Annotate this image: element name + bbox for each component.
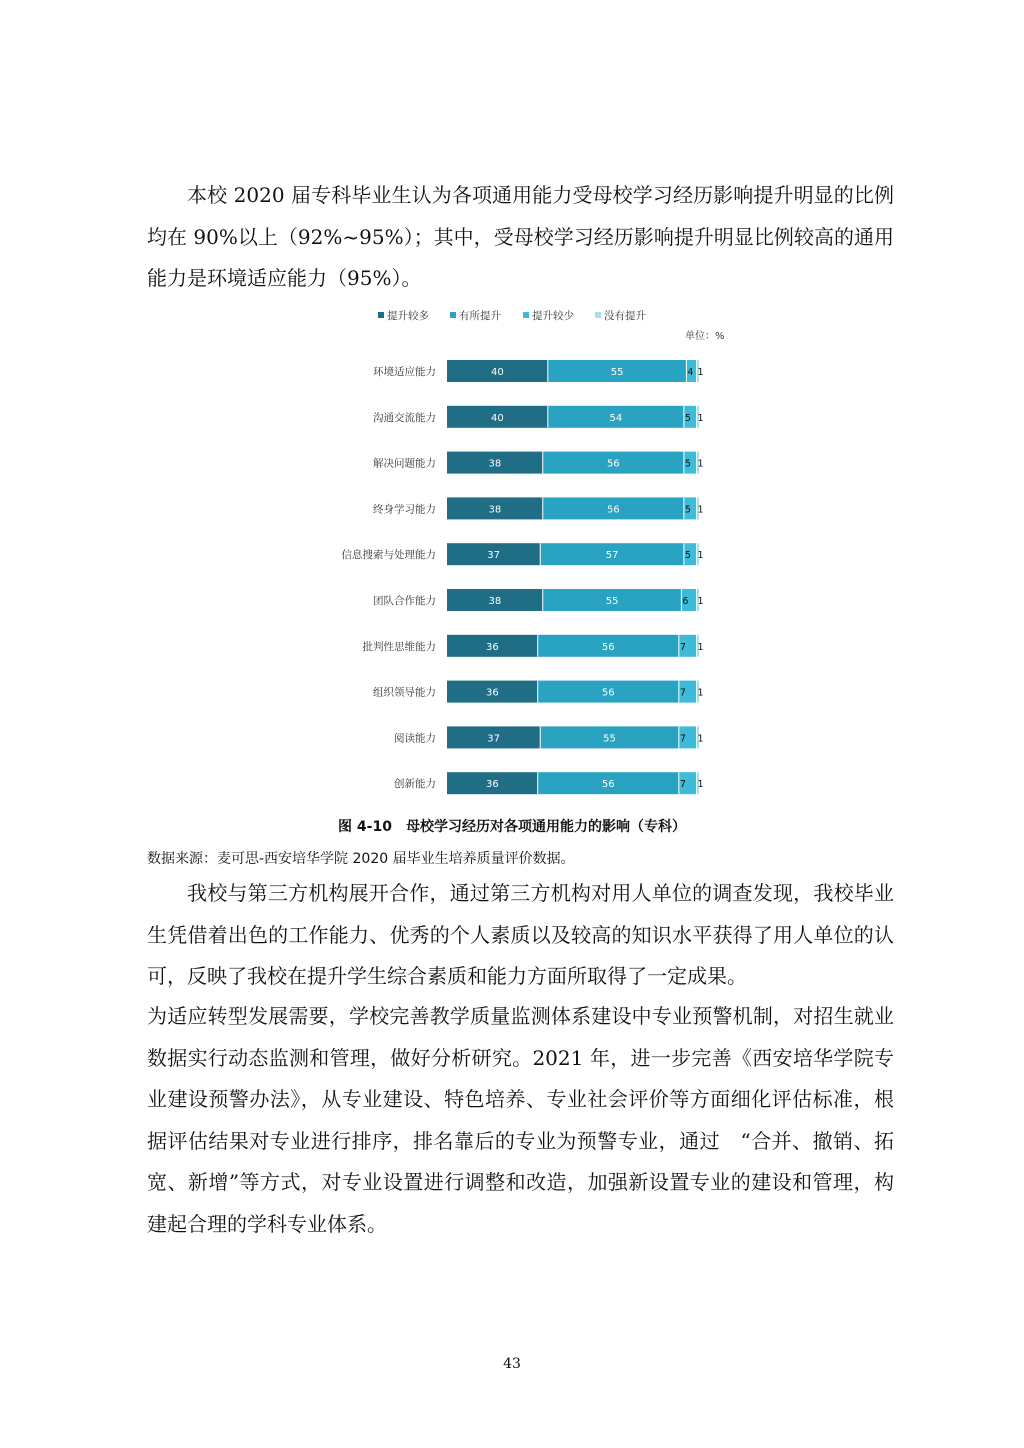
data-label: 56 <box>606 458 620 470</box>
data-label: 56 <box>606 504 620 516</box>
legend-swatch <box>595 312 601 318</box>
data-label: 1 <box>697 458 704 470</box>
data-label: 57 <box>605 550 619 562</box>
legend-swatch <box>378 312 384 318</box>
data-label: 1 <box>697 687 704 699</box>
legend-swatch <box>450 312 456 318</box>
legend-label: 提升较多 <box>387 310 429 322</box>
data-label: 7 <box>679 687 686 699</box>
data-label: 36 <box>485 779 499 791</box>
data-label: 1 <box>697 504 704 516</box>
data-label: 54 <box>609 412 623 424</box>
data-label: 37 <box>487 550 500 562</box>
data-label: 5 <box>684 458 691 470</box>
category-label: 解决问题能力 <box>373 457 436 470</box>
category-label: 沟通交流能力 <box>373 411 436 424</box>
category-label: 团队合作能力 <box>373 595 436 607</box>
data-label: 56 <box>601 641 615 653</box>
data-label: 1 <box>697 641 704 653</box>
category-label: 终身学习能力 <box>373 503 436 516</box>
data-label: 7 <box>679 641 686 653</box>
ability-impact-chart <box>320 300 740 800</box>
category-label: 批判性思维能力 <box>362 640 436 653</box>
data-source-note: 数据来源：麦可思-西安培华学院 2020 届毕业生培养质量评价数据。 <box>147 851 575 867</box>
legend-label: 提升较少 <box>532 310 574 322</box>
stacked-bar-chart <box>320 300 740 800</box>
data-label: 56 <box>601 687 615 699</box>
data-label: 1 <box>697 779 704 791</box>
data-label: 4 <box>687 367 694 378</box>
legend-label: 有所提升 <box>459 310 501 322</box>
unit-label: 单位：% <box>685 331 725 342</box>
data-label: 55 <box>605 596 619 607</box>
data-label: 38 <box>488 596 502 607</box>
data-label: 5 <box>684 412 691 424</box>
category-label: 环境适应能力 <box>373 366 436 378</box>
category-label: 组织领导能力 <box>373 686 436 699</box>
data-label: 38 <box>488 504 502 516</box>
data-label: 56 <box>601 779 615 791</box>
data-label: 1 <box>697 412 704 424</box>
data-label: 5 <box>684 550 691 562</box>
data-label: 55 <box>603 733 616 745</box>
legend-swatch <box>523 312 529 318</box>
page-number: 43 <box>503 1356 521 1372</box>
data-label: 7 <box>679 779 686 791</box>
intro-paragraph: 本校 2020 届专科毕业生认为各项通用能力受母校学习经历影响提升明显的比例均在 90%以上（92%~95%）；其中，受母校学习经历影响提升明显比例较高的通用能力是环境适应能力（95%）。 <box>147 183 894 290</box>
early-warning-paragraph: 为适应转型发展需要，学校完善教学质量监测体系建设中专业预警机制，对招生就业数据实行动态监测和管理，做好分析研究。2021 年，进一步完善《西安培华学院专业建设预警办法》，从专业建设、特色培养、专业社会评价等方面细化评估标准，根据评估结果对专业进行排序，排名靠后的专业为预警专业，通过 “合并、撤销、拓宽、新增”等方式，对专业设置进行调整和改造，加强新设置专业的建设和管理，构建起合理的学科专业体系。 <box>147 1004 894 1236</box>
data-label: 40 <box>491 412 504 424</box>
data-label: 1 <box>697 367 704 378</box>
category-label: 阅读能力 <box>394 732 436 745</box>
data-label: 36 <box>485 687 499 699</box>
data-label: 40 <box>491 367 504 378</box>
data-label: 38 <box>488 458 502 470</box>
employer-survey-paragraph: 我校与第三方机构展开合作，通过第三方机构对用人单位的调查发现，我校毕业生凭借着出色的工作能力、优秀的个人素质以及较高的知识水平获得了用人单位的认可，反映了我校在提升学生综合素质和能力方面所取得了一定成果。 <box>147 881 894 988</box>
data-label: 1 <box>697 596 704 607</box>
category-label: 信息搜索与处理能力 <box>341 549 436 562</box>
legend-label: 没有提升 <box>604 310 646 322</box>
data-label: 37 <box>487 733 500 745</box>
category-label: 创新能力 <box>394 778 436 791</box>
data-label: 7 <box>679 733 686 745</box>
data-label: 6 <box>682 596 689 607</box>
data-label: 55 <box>610 367 624 378</box>
figure-caption: 图 4-10 母校学习经历对各项通用能力的影响（专科） <box>338 819 686 835</box>
data-label: 5 <box>684 504 691 516</box>
data-label: 36 <box>485 641 499 653</box>
data-label: 1 <box>697 550 704 562</box>
data-label: 1 <box>697 733 704 745</box>
